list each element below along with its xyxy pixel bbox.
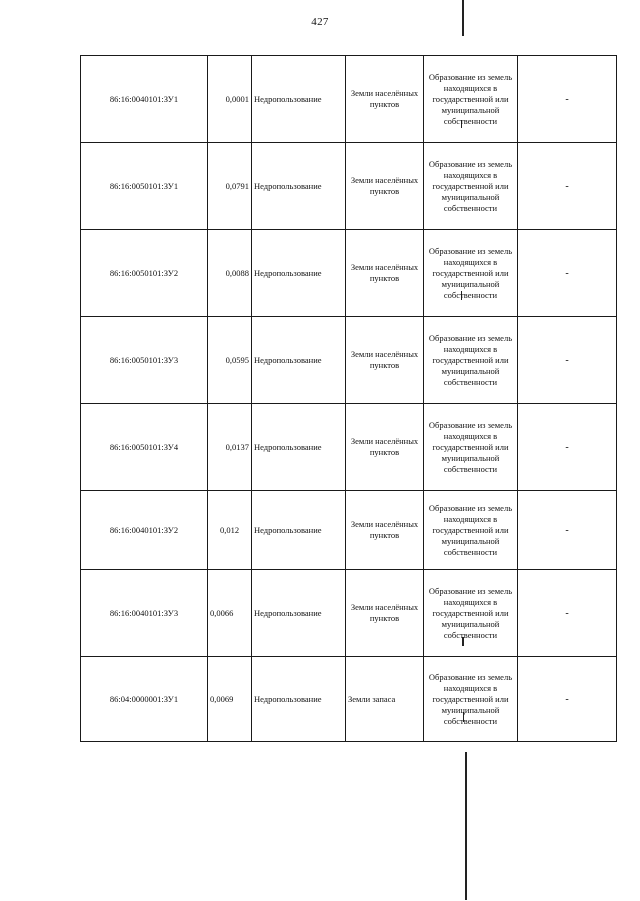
formation-method: Образование из земель находящихся в государственной или муниципальной собственности [424,657,518,742]
permitted-use: Недропользование [252,230,346,317]
cadastral-number: 86:16:0050101:ЗУ4 [81,404,208,491]
table-row [81,570,617,657]
permitted-use: Недропользование [252,491,346,570]
cadastral-number: 86:16:0040101:ЗУ3 [81,570,208,657]
table-row [81,317,617,404]
scan-artifact-line [462,0,464,36]
cadastral-number: 86:16:0040101:ЗУ1 [81,56,208,143]
plot-area: 0,0595 [208,317,252,404]
permitted-use: Недропользование [252,56,346,143]
land-category: Земли населённых пунктов [346,570,424,657]
formation-method: Образование из земель находящихся в государственной или муниципальной собственности [424,317,518,404]
formation-method: Образование из земель находящихся в государственной или муниципальной собственности [424,56,518,143]
permitted-use: Недропользование [252,143,346,230]
cadastral-number: 86:16:0050101:ЗУ3 [81,317,208,404]
cadastral-number: 86:16:0040101:ЗУ2 [81,491,208,570]
plot-area: 0,0791 [208,143,252,230]
land-category: Земли населённых пунктов [346,230,424,317]
permitted-use: Недропользование [252,404,346,491]
table-row [81,143,617,230]
plot-area: 0,012 [208,491,252,570]
permitted-use: Недропользование [252,317,346,404]
land-category: Земли населённых пунктов [346,143,424,230]
table-row [81,491,617,570]
land-category: Земли населённых пунктов [346,56,424,143]
plot-area: 0,0137 [208,404,252,491]
land-category: Земли населённых пунктов [346,491,424,570]
land-plots-table [80,55,617,742]
table-row [81,56,617,143]
note: - [518,317,617,404]
plot-area: 0,0069 [208,657,252,742]
plot-area: 0,0066 [208,570,252,657]
plot-area: 0,0088 [208,230,252,317]
land-category: Земли населённых пунктов [346,404,424,491]
note: - [518,491,617,570]
formation-method: Образование из земель находящихся в государственной или муниципальной собственности [424,230,518,317]
table-row [81,657,617,742]
note: - [518,56,617,143]
note: - [518,143,617,230]
formation-method: Образование из земель находящихся в государственной или муниципальной собственности [424,491,518,570]
note: - [518,230,617,317]
formation-method: Образование из земель находящихся в государственной или муниципальной собственности [424,404,518,491]
note: - [518,657,617,742]
table-row [81,404,617,491]
plot-area: 0,0001 [208,56,252,143]
note: - [518,570,617,657]
formation-method: Образование из земель находящихся в государственной или муниципальной собственности [424,143,518,230]
page-number: 427 [311,16,329,28]
table-row [81,230,617,317]
cadastral-number: 86:16:0050101:ЗУ2 [81,230,208,317]
permitted-use: Недропользование [252,570,346,657]
scan-artifact-line [465,752,467,900]
permitted-use: Недропользование [252,657,346,742]
cadastral-number: 86:16:0050101:ЗУ1 [81,143,208,230]
note: - [518,404,617,491]
land-category: Земли запаса [346,657,424,742]
land-category: Земли населённых пунктов [346,317,424,404]
cadastral-number: 86:04:0000001:ЗУ1 [81,657,208,742]
formation-method: Образование из земель находящихся в государственной или муниципальной собственности [424,570,518,657]
